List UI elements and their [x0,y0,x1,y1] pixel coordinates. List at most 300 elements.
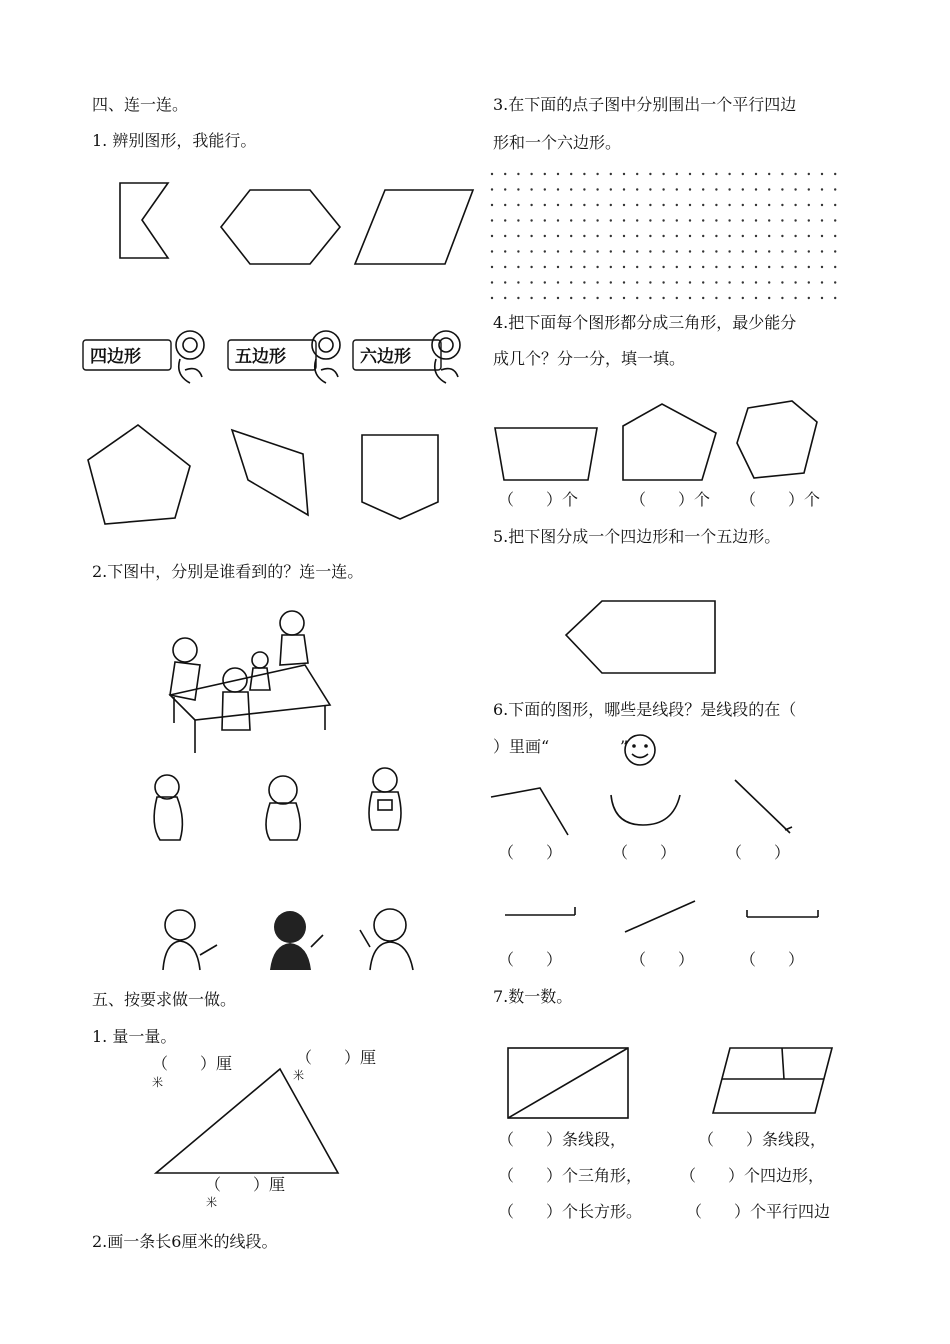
grid-dot [689,250,691,252]
grid-dot [517,281,519,283]
girl-portrait[interactable] [163,910,217,970]
q6-blank-1[interactable]: （ ） [498,843,563,862]
question-7-title: 7.数一数。 [493,987,573,1006]
grid-dot [583,235,585,237]
grid-dot [636,250,638,252]
grid-dot [755,266,757,268]
grid-dot [649,281,651,283]
tick-mark: 米 [293,1069,304,1082]
children-portraits-row [155,905,430,975]
grid-dot [821,266,823,268]
grid-dot [728,297,730,299]
grid-dot [596,250,598,252]
grid-dot [715,297,717,299]
doll-views-row [140,765,400,845]
grid-dot [808,173,810,175]
parallelogram-divided[interactable] [713,1048,832,1113]
grid-dot [781,173,783,175]
grid-dot [610,204,612,206]
grid-dot [821,235,823,237]
smiley-icon [620,733,660,769]
grid-dot [755,250,757,252]
q6-blank-5[interactable]: （ ） [630,950,695,969]
grid-dot [715,219,717,221]
q4-shapes-row [490,398,830,490]
grid-dot [808,281,810,283]
q6-figures-row-2 [500,895,825,940]
grid-dot [834,235,836,237]
grid-dot [491,173,493,175]
broken-line-figure[interactable] [491,788,568,835]
pentagon-shape[interactable] [88,425,190,524]
grid-dot [794,219,796,221]
grid-dot [702,235,704,237]
grid-dot [649,173,651,175]
doll-side-view[interactable] [154,775,182,840]
q7-blank-parallelograms[interactable]: （ ）个平行四边 [686,1202,831,1221]
grid-dot [728,188,730,190]
grid-dot [794,266,796,268]
grid-dot [676,281,678,283]
grid-dot [517,188,519,190]
hexagon-shape[interactable] [221,190,340,264]
segment-figure[interactable] [735,780,790,833]
grid-dot [517,219,519,221]
grid-dot [742,297,744,299]
grid-dot [808,250,810,252]
grid-dot [570,219,572,221]
grid-dot [808,266,810,268]
grid-dot [768,235,770,237]
grid-dot [676,219,678,221]
shape-labels-row [80,325,470,390]
grid-dot [610,297,612,299]
grid-dot [557,235,559,237]
grid-dot [570,281,572,283]
grid-dot [610,281,612,283]
grid-dot [557,297,559,299]
grid-dot [491,281,493,283]
q7-blank-segments-2[interactable]: （ ）条线段， [698,1130,827,1149]
grid-dot [676,173,678,175]
q4-answer-2[interactable]: （ ）个 [630,490,711,509]
grid-dot [702,188,704,190]
grid-dot [623,188,625,190]
doll-front-view[interactable] [369,768,401,830]
grid-dot [781,297,783,299]
measure-right-side-blank[interactable]: （ ）厘 [296,1048,377,1067]
grid-dot [821,219,823,221]
grid-dot [794,250,796,252]
hexagon-shape[interactable] [737,401,817,478]
grid-dot [544,173,546,175]
grid-dot [808,219,810,221]
grid-dot [649,266,651,268]
measure-left-side-blank[interactable]: （ ）厘 [152,1054,233,1073]
tick-mark: 米 [206,1196,217,1209]
grid-dot [702,281,704,283]
grid-dot [742,219,744,221]
grid-dot [557,204,559,206]
grid-dot [623,173,625,175]
question-6-line-1: 6.下面的图形，哪些是线段？是线段的在（ [493,700,797,719]
grid-dot [768,250,770,252]
grid-dot [702,204,704,206]
grid-dot [662,219,664,221]
grid-dot [623,281,625,283]
trapezoid-shape[interactable] [495,428,597,480]
grid-dot [517,297,519,299]
grid-dot [742,204,744,206]
grid-dot [755,173,757,175]
grid-dot [755,204,757,206]
grid-dot [794,173,796,175]
grid-dot [702,297,704,299]
pentagon-shape[interactable] [623,404,716,480]
grid-dot [702,219,704,221]
grid-dot [557,281,559,283]
q7-blank-segments-1[interactable]: （ ）条线段， [498,1130,627,1149]
grid-dot [728,219,730,221]
grid-dot [834,297,836,299]
grid-dot [768,188,770,190]
grid-dot [715,173,717,175]
measure-prompt: 1. 量一量。 [92,1027,177,1046]
grid-dot [517,204,519,206]
grid-dot [742,235,744,237]
grid-dot [808,297,810,299]
shapes-row-bottom [80,420,460,530]
grid-dot [491,235,493,237]
grid-dot [715,266,717,268]
grid-dot [491,266,493,268]
grid-dot [517,250,519,252]
grid-dot [728,250,730,252]
question-3-line-1: 3.在下面的点子图中分别围出一个平行四边 [493,95,797,114]
grid-dot [570,204,572,206]
grid-dot [821,188,823,190]
triangle-shape[interactable] [156,1069,338,1173]
grid-dot [504,188,506,190]
grid-dot [834,204,836,206]
grid-dot [768,281,770,283]
children-table-scene [160,605,335,755]
grid-dot [728,281,730,283]
question-3-line-2: 形和一个六边形。 [493,133,622,152]
grid-dot [834,173,836,175]
grid-dot [491,250,493,252]
grid-dot [728,204,730,206]
q7-blank-quadrilaterals[interactable]: （ ）个四边形， [680,1166,825,1185]
grid-dot [676,235,678,237]
grid-dot [781,188,783,190]
question-6-line-2b: ” [620,737,629,756]
grid-dot [583,281,585,283]
grid-dot [596,266,598,268]
grid-dot [596,173,598,175]
grid-dot [491,204,493,206]
grid-dot [768,297,770,299]
boy-icon [280,611,304,635]
flower-icon [176,331,204,383]
doll-icon [252,652,268,668]
grid-dot [808,235,810,237]
grid-dot [570,235,572,237]
grid-dot [689,188,691,190]
grid-dot [570,266,572,268]
grid-dot [596,219,598,221]
grid-dot [728,173,730,175]
parallelogram-shape[interactable] [355,190,473,264]
grid-dot [808,188,810,190]
grid-dot [636,219,638,221]
grid-dot [517,266,519,268]
grid-dot [544,281,546,283]
grid-dot [570,188,572,190]
grid-dot [702,250,704,252]
q6-blank-3[interactable]: （ ） [726,843,791,862]
grid-dot [702,173,704,175]
dot-grid[interactable] [485,168,850,308]
grid-dot [530,235,532,237]
grid-dot [808,204,810,206]
grid-dot [834,266,836,268]
grid-dot [636,235,638,237]
grid-dot [504,250,506,252]
q6-blank-4[interactable]: （ ） [498,950,563,969]
grid-dot [821,173,823,175]
q7-blank-triangles[interactable]: （ ）个三角形， [498,1166,643,1185]
grid-dot [504,204,506,206]
grid-dot [557,266,559,268]
grid-dot [570,173,572,175]
quadrilateral-shape[interactable] [232,430,308,515]
grid-dot [755,297,757,299]
grid-dot [742,173,744,175]
grid-dot [636,173,638,175]
grid-dot [676,204,678,206]
grid-dot [689,297,691,299]
arc-figure[interactable] [611,795,680,825]
grid-dot [649,204,651,206]
shapes-row-top [100,175,480,275]
grid-dot [781,250,783,252]
grid-dot [715,235,717,237]
grid-dot [649,297,651,299]
grid-dot [636,297,638,299]
grid-dot [834,188,836,190]
grid-dot [781,235,783,237]
ray-figure[interactable] [625,901,695,932]
grid-dot [557,250,559,252]
grid-dot [755,235,757,237]
grid-dot [504,219,506,221]
question-6-line-2a: ）里画“ [493,737,550,756]
grid-dot [742,281,744,283]
grid-dot [662,235,664,237]
grid-dot [610,188,612,190]
grid-dot [544,204,546,206]
grid-dot [583,266,585,268]
grid-dot [794,281,796,283]
grid-dot [491,219,493,221]
grid-dot [596,188,598,190]
grid-dot [517,235,519,237]
grid-dot [491,188,493,190]
grid-dot [768,266,770,268]
grid-dot [544,250,546,252]
grid-dot [570,250,572,252]
grid-dot [596,235,598,237]
grid-dot [649,250,651,252]
grid-dot [596,281,598,283]
q4-answer-3[interactable]: （ ）个 [740,490,821,509]
section-4-title: 四、连一连。 [92,95,189,114]
grid-dot [662,281,664,283]
grid-dot [623,250,625,252]
measure-base-blank[interactable]: （ ）厘 [205,1175,286,1194]
grid-dot [755,219,757,221]
grid-dot [728,266,730,268]
shield-pentagon-shape[interactable] [362,435,438,519]
child-back-portrait[interactable] [270,911,323,970]
tick-mark: 米 [152,1076,163,1089]
grid-dot [504,281,506,283]
grid-dot [781,204,783,206]
grid-dot [715,188,717,190]
grid-dot [676,250,678,252]
section-5-title: 五、按要求做一做。 [92,990,237,1009]
grid-dot [610,173,612,175]
grid-dot [794,235,796,237]
grid-dot [689,219,691,221]
grid-dot [821,297,823,299]
grid-dot [544,188,546,190]
grid-dot [821,281,823,283]
question-2-prompt: 2.下图中，分别是谁看到的？连一连。 [92,562,364,581]
label-quadrilateral[interactable] [83,331,204,383]
grid-dot [636,204,638,206]
grid-dot [610,219,612,221]
grid-dot [570,297,572,299]
grid-dot [557,219,559,221]
grid-dot [623,266,625,268]
grid-dot [676,188,678,190]
grid-dot [768,219,770,221]
grid-dot [623,204,625,206]
arrow-pentagon[interactable] [566,601,715,673]
grid-dot [649,235,651,237]
grid-dot [530,297,532,299]
grid-dot [742,250,744,252]
label-hexagon[interactable] [353,331,460,383]
grid-dot [583,297,585,299]
grid-dot [636,266,638,268]
grid-dot [794,297,796,299]
question-4-line-1: 4.把下面每个图形都分成三角形，最少能分 [493,313,797,332]
draw-segment-prompt: 2.画一条长6厘米的线段。 [92,1232,278,1251]
question-4-line-2: 成几个？分一分，填一填。 [493,349,686,368]
grid-dot [623,235,625,237]
grid-dot [755,188,757,190]
grid-dot [794,204,796,206]
grid-dot [623,297,625,299]
grid-dot [676,266,678,268]
grid-dot [794,188,796,190]
grid-dot [530,250,532,252]
grid-dot [636,188,638,190]
q4-answer-1[interactable]: （ ）个 [498,490,579,509]
grid-dot [742,188,744,190]
grid-dot [649,219,651,221]
grid-dot [689,235,691,237]
q7-blank-rectangles[interactable]: （ ）个长方形。 [498,1202,643,1221]
grid-dot [821,204,823,206]
grid-dot [517,173,519,175]
grid-dot [781,281,783,283]
grid-dot [530,173,532,175]
doll-back-view[interactable] [266,776,300,840]
label-pentagon-text: 五边形 [235,347,286,367]
grid-dot [504,235,506,237]
question-5-prompt: 5.把下图分成一个四边形和一个五边形。 [493,527,781,546]
grid-dot [544,266,546,268]
grid-dot [504,297,506,299]
grid-dot [662,250,664,252]
grid-dot [530,266,532,268]
grid-dot [662,204,664,206]
label-pentagon[interactable] [228,331,340,383]
grid-dot [544,235,546,237]
grid-dot [768,173,770,175]
q6-blank-2[interactable]: （ ） [612,843,677,862]
grid-dot [742,266,744,268]
grid-dot [504,173,506,175]
notched-hexagon-shape[interactable] [120,183,168,258]
grid-dot [834,281,836,283]
question-1-prompt: 1. 辨别图形，我能行。 [92,131,257,150]
grid-dot [755,281,757,283]
pentagon-arrow-shape [560,595,720,680]
grid-dot [689,204,691,206]
grid-dot [676,297,678,299]
grid-dot [583,173,585,175]
boy-portrait[interactable] [360,909,413,970]
grid-dot [715,281,717,283]
grid-dot [768,204,770,206]
grid-dot [610,235,612,237]
grid-dot [834,250,836,252]
grid-dot [715,204,717,206]
grid-dot [834,219,836,221]
q6-figures-row-1 [488,775,808,840]
q6-blank-6[interactable]: （ ） [740,950,805,969]
grid-dot [596,297,598,299]
grid-dot [583,188,585,190]
label-hexagon-text: 六边形 [360,347,411,367]
grid-dot [530,281,532,283]
grid-dot [689,266,691,268]
grid-dot [596,204,598,206]
girl-icon [173,638,197,662]
grid-dot [781,219,783,221]
grid-dot [504,266,506,268]
grid-dot [689,281,691,283]
measure-triangle [150,1065,345,1180]
grid-dot [491,297,493,299]
rectangle-with-diagonal[interactable] [508,1048,628,1118]
grid-dot [821,250,823,252]
